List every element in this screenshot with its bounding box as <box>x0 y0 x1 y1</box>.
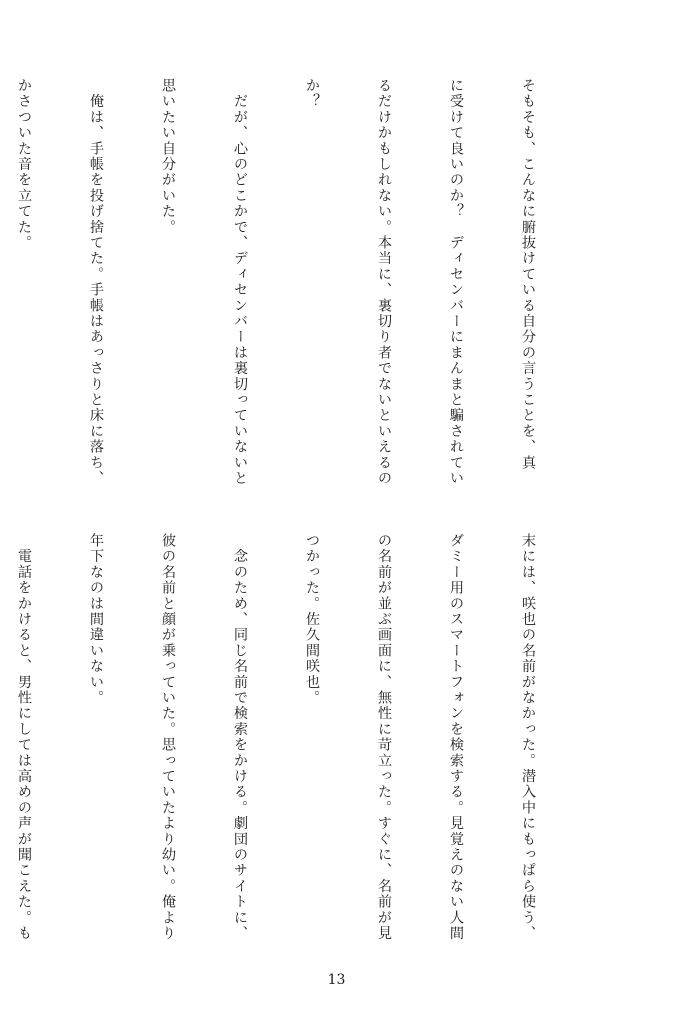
text-column: の名前が並ぶ画面に、無性に苛立った。すぐに、名前が見 <box>376 533 392 942</box>
text-column: ダミー用のスマートフォンを検索する。見覚えのない人間 <box>448 533 464 942</box>
lower-text-block <box>0 533 588 963</box>
page-number: 13 <box>327 972 346 988</box>
text-column: 俺は、手帳を投げ捨てた。手帳はあっさりと床に落ち、 <box>88 78 104 487</box>
text-column: るだけかもしれない。本当に、裏切り者でないといえるの <box>376 78 392 487</box>
text-column: に受けて良いのか？ ディセンバーにまんまと騙されてい <box>448 78 464 487</box>
text-column: 年下なのは間違いない。 <box>88 533 104 706</box>
text-column: 末には、咲也の名前がなかった。潜入中にもっぱら使う、 <box>520 533 536 942</box>
text-column: 思いたい自分がいた。 <box>160 78 176 235</box>
text-column: かさついた音を立てた。 <box>16 78 32 251</box>
text-column: 彼の名前と顔が乗っていた。思っていたより幼い。俺より <box>160 533 176 942</box>
text-column: 念のため、同じ名前で検索をかける。劇団のサイトに、 <box>232 533 248 942</box>
text-column: か？ <box>304 78 320 110</box>
text-column: つかった。佐久間咲也。 <box>304 533 320 706</box>
upper-text-block <box>0 78 588 508</box>
text-column: そもそも、こんなに腑抜けている自分の言うことを、真 <box>520 78 536 471</box>
text-column: 電話をかけると、男性にしては高めの声が聞こえた。も <box>16 533 32 942</box>
text-column: だが、心のどこかで、ディセンバーは裏切っていないと <box>232 78 248 487</box>
